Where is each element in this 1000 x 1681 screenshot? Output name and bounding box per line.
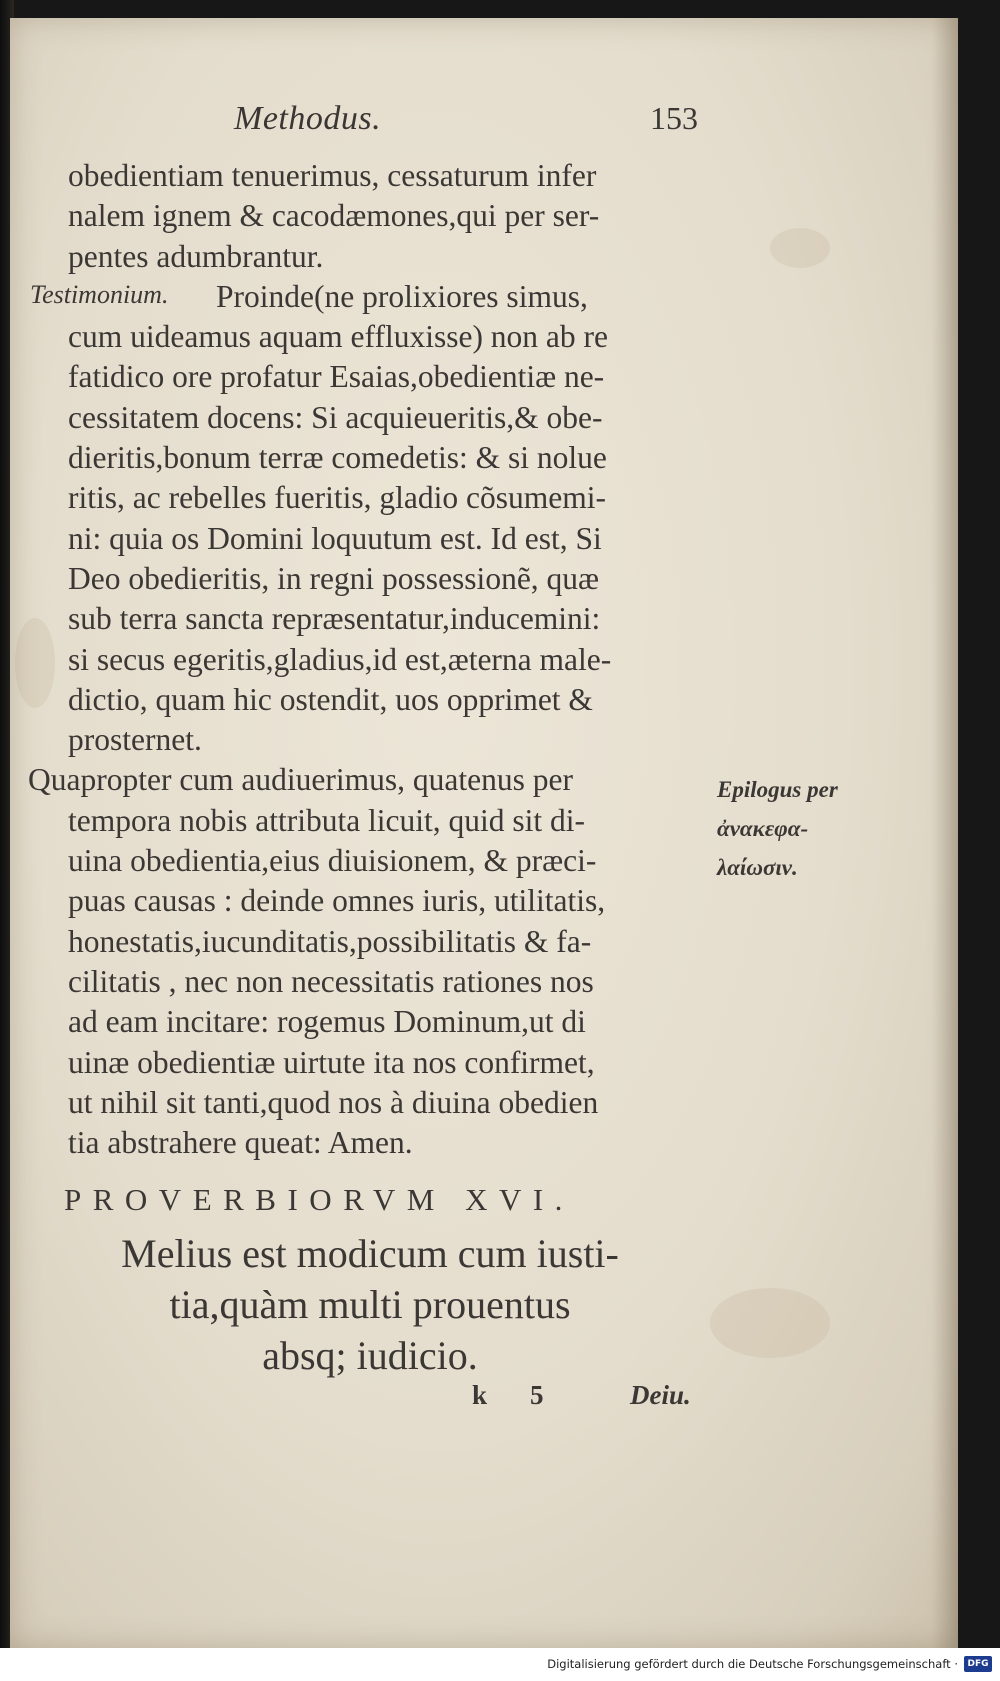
text-line: obedientiam tenuerimus, cessaturum infer (68, 158, 597, 193)
text-line: dieritis,bonum terræ comedetis: & si nolue (68, 440, 607, 476)
text-line: Deo obedieritis, in regni possessionẽ, quæ (68, 560, 600, 596)
verse-line: Melius est modicum cum iusti- (121, 1231, 619, 1276)
running-head (10, 100, 958, 150)
catchline (10, 1380, 958, 1420)
text-line: si secus egeritis,gladius,id est,æterna male- (68, 641, 612, 677)
dfg-logo-icon: DFG (964, 1656, 992, 1672)
text-line: uina obedientia,eius diuisionem, & præci- (68, 843, 597, 879)
text-line: dictio, quam hic ostendit, uos opprimet & (68, 681, 593, 717)
catchword: Deiu. (630, 1380, 691, 1410)
text-line: honestatis,iucunditatis,possibilitatis & fa- (68, 923, 592, 959)
text-line: Proinde(ne prolixiores simus, (216, 278, 588, 314)
text-line: ad eam incitare: rogemus Dominum,ut di (68, 1004, 586, 1040)
signature-mark: k (472, 1380, 488, 1410)
text-line: cum uideamus aquam effluxisse) non ab re (68, 319, 609, 355)
text-line: tempora nobis attributa licuit, quid sit di- (68, 802, 586, 838)
footer-bar (0, 1648, 1000, 1681)
text-line: fatidico ore profatur Esaias,obedientiæ ne- (68, 359, 605, 395)
text-line: uinæ obedientiæ uirtute ita nos confirmet, (68, 1044, 595, 1080)
margin-note-line: ἀνακεφα- (717, 816, 809, 841)
signature-number: 5 (530, 1380, 544, 1410)
text-line: puas causas : deinde omnes iuris, utilitatis, (68, 883, 606, 919)
text-line: Quapropter cum audiuerimus, quatenus per (28, 762, 573, 798)
text-line: tia abstrahere queat: Amen. (68, 1125, 413, 1161)
text-line: sub terra sancta repræsentatur,inducemini: (68, 601, 601, 637)
text-line: ut nihil sit tanti,quod nos à diuina obedien (68, 1084, 599, 1120)
text-line: ni: quia os Domini loquutum est. Id est, Si (68, 520, 602, 556)
text-line: cessitatem docens: Si acquieueritis,& obe- (68, 399, 603, 435)
body-text (28, 156, 708, 1163)
verse-line: absq; iudicio. (262, 1333, 478, 1378)
footer-credit: Digitalisierung gefördert durch die Deutsche Forschungsgemeinschaft · (547, 1657, 958, 1671)
margin-note-line: Epilogus per (717, 777, 838, 802)
text-line: cilitatis , nec non necessitatis rationes nos (68, 963, 594, 999)
text-line: prosternet. (68, 722, 202, 758)
text-line: pentes adumbrantur. (68, 238, 324, 274)
text-line: nalem ignem & cacodæmones,qui per ser- (68, 198, 600, 234)
paper-stain (770, 228, 830, 268)
paper-stain (15, 618, 55, 708)
margin-note-testimonium: Testimonium. (30, 280, 169, 309)
verse-line: tia,quàm multi prouentus (169, 1282, 571, 1327)
page-number: 153 (650, 100, 698, 136)
verse-block (10, 1228, 730, 1381)
section-heading: PROVERBIORVM XVI. (64, 1182, 574, 1217)
margin-note-epilogus (717, 770, 838, 887)
running-head-title: Methodus. (234, 100, 382, 137)
margin-note-line: λαίωσιν. (717, 855, 798, 880)
book-page (10, 18, 958, 1648)
text-line: ritis, ac rebelles fueritis, gladio cõsumemi- (68, 480, 606, 516)
